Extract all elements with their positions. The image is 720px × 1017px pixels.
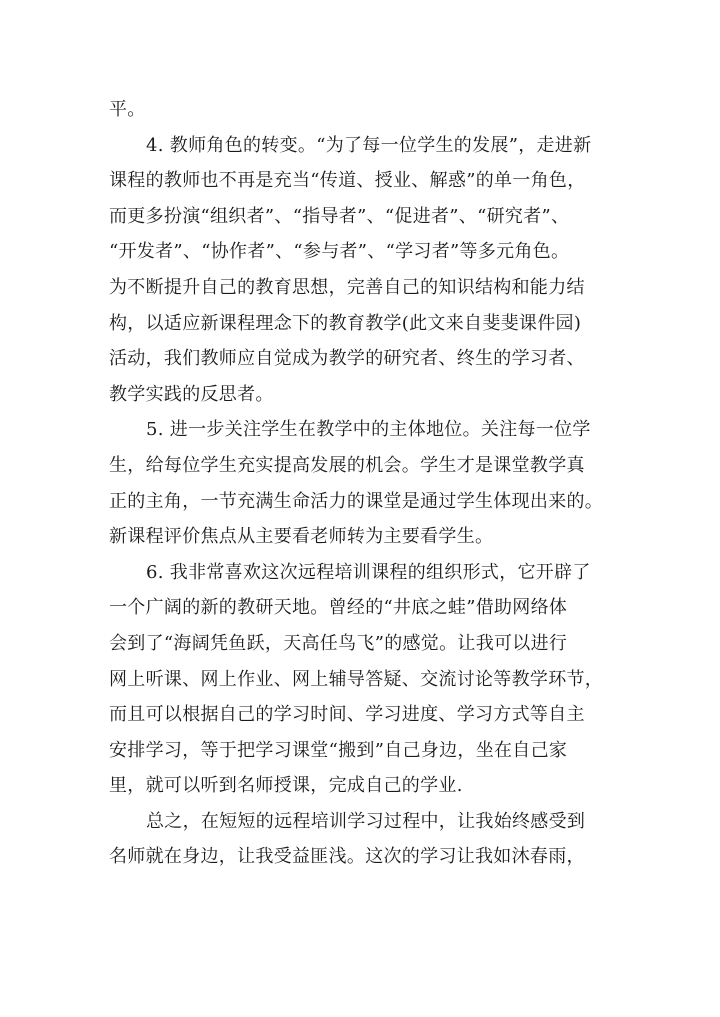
text-line: 正的主角，一节充满生命活力的课堂是通过学生体现出来的。 [109,490,604,512]
text-line: 课程的教师也不再是充当“传道、授业、解惑”的单一角色， [109,170,586,192]
text-line: 构，以适应新课程理念下的教育教学(此文来自斐斐课件园) [109,312,582,334]
text-line: 为不断提升自己的教育思想，完善自己的知识结构和能力结 [109,276,585,298]
text-line: 会到了“海阔凭鱼跃，天高任鸟飞”的感觉。让我可以进行 [109,632,568,654]
text-line: 活动，我们教师应自觉成为教学的研究者、终生的学习者、 [109,348,585,370]
text-line: 教学实践的反思者。 [109,383,274,405]
document-body [109,92,619,875]
text-line: 6. 我非常喜欢这次远程培训课程的组织形式，它开辟了 [146,561,591,583]
text-line: 名师就在身边，让我受益匪浅。这次的学习让我如沐春雨， [109,846,585,868]
text-line: 安排学习，等于把学习课堂“搬到”自己身边，坐在自己家 [109,739,568,761]
text-line: 生，给每位学生充实提高发展的机会。学生才是课堂教学真 [109,454,585,476]
text-line: 5. 进一步关注学生在教学中的主体地位。关注每一位学 [146,419,591,441]
text-line: 一个广阔的新的教研天地。曾经的“井底之蛙”借助网络体 [109,597,568,619]
text-line: 网上听课、网上作业、网上辅导答疑、交流讨论等教学环节， [109,668,604,690]
text-line: “开发者”、“协作者”、“参与者”、“学习者”等多元角色。 [109,241,570,263]
text-line: 而且可以根据自己的学习时间、学习进度、学习方式等自主 [109,704,585,726]
text-line: 平。 [109,99,146,120]
text-line: 总之，在短短的远程培训学习过程中，让我始终感受到 [146,810,586,832]
text-line: 而更多扮演“组织者”、“指导者”、“促进者”、“研究者”、 [109,205,570,227]
text-line: 新课程评价焦点从主要看老师转为主要看学生。 [109,526,494,548]
text-line: 4. 教师角色的转变。“为了每一位学生的发展”，走进新 [146,134,592,156]
text-line: 里，就可以听到名师授课，完成自己的学业. [109,775,463,797]
